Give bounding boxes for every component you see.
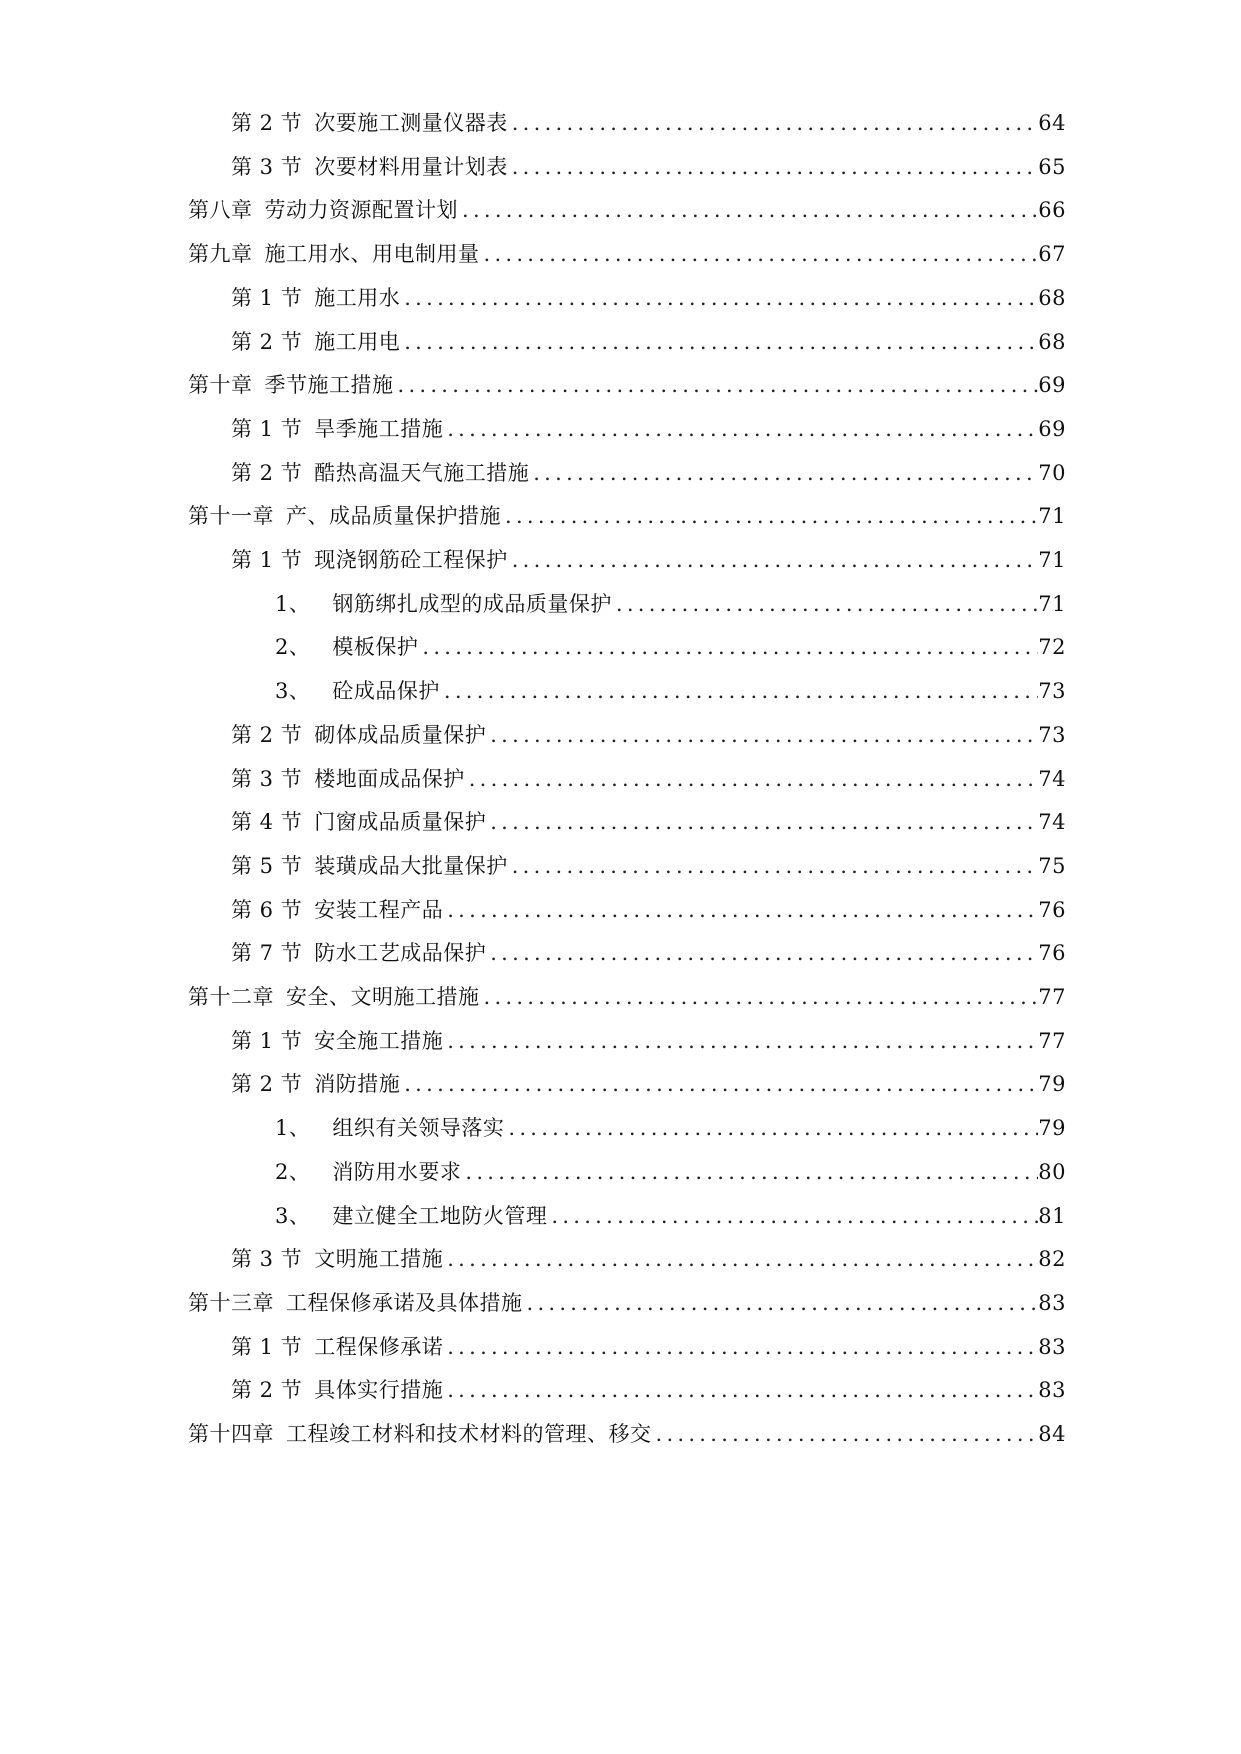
toc-dot-leader bbox=[523, 1291, 1039, 1315]
toc-page-number: 71 bbox=[1038, 504, 1066, 528]
toc-dot-leader bbox=[458, 198, 1038, 222]
toc-page-number: 70 bbox=[1038, 461, 1066, 485]
toc-section-entry[interactable] bbox=[231, 757, 1066, 791]
toc-entry-text bbox=[275, 1160, 461, 1184]
toc-dot-leader bbox=[501, 504, 1038, 528]
toc-dot-leader bbox=[504, 1116, 1038, 1140]
toc-entry-text bbox=[275, 1116, 504, 1140]
toc-entry-text bbox=[231, 286, 400, 310]
toc-section-entry[interactable] bbox=[231, 800, 1066, 834]
toc-subsection-entry[interactable] bbox=[275, 1194, 1066, 1228]
toc-entry-text bbox=[188, 985, 480, 1009]
toc-entry-text bbox=[188, 198, 458, 222]
toc-entry-number: 第九章 bbox=[188, 242, 253, 266]
toc-entry-title: 消防用水要求 bbox=[332, 1160, 462, 1184]
toc-section-entry[interactable] bbox=[231, 1325, 1066, 1359]
toc-entry-title: 文明施工措施 bbox=[314, 1247, 444, 1271]
toc-dot-leader bbox=[394, 373, 1039, 397]
toc-dot-leader bbox=[443, 898, 1038, 922]
toc-entry-number: 第 1 节 bbox=[231, 417, 303, 441]
toc-section-entry[interactable] bbox=[231, 320, 1066, 354]
toc-entry-text bbox=[231, 767, 465, 791]
toc-page-number: 75 bbox=[1038, 854, 1066, 878]
toc-dot-leader bbox=[400, 286, 1038, 310]
toc-entry-text bbox=[188, 242, 480, 266]
toc-page-number: 76 bbox=[1038, 941, 1066, 965]
toc-page-number: 64 bbox=[1038, 111, 1066, 135]
toc-subsection-entry[interactable] bbox=[275, 582, 1066, 616]
toc-entry-number: 第 3 节 bbox=[231, 155, 303, 179]
toc-entry-text bbox=[188, 373, 394, 397]
toc-entry-title: 防水工艺成品保护 bbox=[314, 941, 487, 965]
toc-page-number: 83 bbox=[1038, 1335, 1066, 1359]
toc-dot-leader bbox=[400, 330, 1038, 354]
toc-dot-leader bbox=[508, 111, 1038, 135]
toc-section-entry[interactable] bbox=[231, 888, 1066, 922]
toc-entry-title: 具体实行措施 bbox=[314, 1378, 444, 1402]
toc-entry-text bbox=[231, 111, 508, 135]
toc-dot-leader bbox=[465, 767, 1038, 791]
toc-subsection-entry[interactable] bbox=[275, 1150, 1066, 1184]
toc-entry-number: 第 1 节 bbox=[231, 1335, 303, 1359]
toc-chapter-entry[interactable] bbox=[188, 188, 1066, 222]
toc-entry-number: 第 5 节 bbox=[231, 854, 303, 878]
toc-entry-title: 次要材料用量计划表 bbox=[314, 155, 508, 179]
toc-dot-leader bbox=[440, 679, 1038, 703]
toc-section-entry[interactable] bbox=[231, 538, 1066, 572]
toc-entry-title: 产、成品质量保护措施 bbox=[286, 504, 501, 528]
toc-entry-title: 砼成品保护 bbox=[332, 679, 440, 703]
toc-entry-text bbox=[231, 723, 486, 747]
toc-page-number: 67 bbox=[1038, 242, 1066, 266]
toc-page-number: 73 bbox=[1038, 723, 1066, 747]
toc-entry-number: 第 1 节 bbox=[231, 548, 303, 572]
toc-chapter-entry[interactable] bbox=[188, 363, 1066, 397]
toc-entry-number: 第十章 bbox=[188, 373, 253, 397]
toc-entry-text bbox=[275, 679, 440, 703]
toc-entry-number: 2、 bbox=[275, 1160, 311, 1184]
toc-entry-title: 工程竣工材料和技术材料的管理、移交 bbox=[286, 1422, 652, 1446]
toc-entry-title: 季节施工措施 bbox=[264, 373, 394, 397]
toc-entry-number: 第 2 节 bbox=[231, 330, 303, 354]
toc-page-number: 73 bbox=[1038, 679, 1066, 703]
toc-section-entry[interactable] bbox=[231, 451, 1066, 485]
toc-entry-text bbox=[231, 330, 400, 354]
toc-dot-leader bbox=[486, 723, 1038, 747]
toc-entry-title: 模板保护 bbox=[332, 635, 419, 659]
toc-entry-number: 第 2 节 bbox=[231, 461, 303, 485]
toc-dot-leader bbox=[508, 548, 1038, 572]
toc-page-number: 76 bbox=[1038, 898, 1066, 922]
toc-page-number: 68 bbox=[1038, 330, 1066, 354]
toc-entry-text bbox=[231, 155, 508, 179]
toc-dot-leader bbox=[547, 1204, 1038, 1228]
toc-entry-number: 第八章 bbox=[188, 198, 253, 222]
toc-entry-text bbox=[275, 592, 612, 616]
toc-entry-number: 第 2 节 bbox=[231, 1378, 303, 1402]
toc-subsection-entry[interactable] bbox=[275, 1106, 1066, 1140]
toc-page-number: 71 bbox=[1038, 548, 1066, 572]
toc-page-number: 79 bbox=[1038, 1116, 1066, 1140]
toc-entry-number: 3、 bbox=[275, 1204, 311, 1228]
toc-section-entry[interactable] bbox=[231, 844, 1066, 878]
toc-section-entry[interactable] bbox=[231, 276, 1066, 310]
toc-chapter-entry[interactable] bbox=[188, 975, 1066, 1009]
toc-entry-number: 第十三章 bbox=[188, 1291, 274, 1315]
toc-entry-text bbox=[231, 854, 508, 878]
toc-entry-number: 第 3 节 bbox=[231, 1247, 303, 1271]
toc-dot-leader bbox=[529, 461, 1038, 485]
toc-entry-title: 旱季施工措施 bbox=[314, 417, 444, 441]
toc-section-entry[interactable] bbox=[231, 931, 1066, 965]
toc-entry-number: 第 6 节 bbox=[231, 898, 303, 922]
toc-dot-leader bbox=[443, 1378, 1038, 1402]
toc-dot-leader bbox=[486, 810, 1038, 834]
toc-entry-title: 装璜成品大批量保护 bbox=[314, 854, 508, 878]
toc-entry-title: 劳动力资源配置计划 bbox=[264, 198, 458, 222]
toc-page-number: 69 bbox=[1038, 417, 1066, 441]
toc-dot-leader bbox=[508, 854, 1038, 878]
toc-entry-text bbox=[231, 1072, 400, 1096]
toc-entry-text bbox=[231, 548, 508, 572]
toc-dot-leader bbox=[612, 592, 1038, 616]
toc-page-number: 72 bbox=[1038, 635, 1066, 659]
toc-page-number: 79 bbox=[1038, 1072, 1066, 1096]
toc-entry-text bbox=[188, 1291, 523, 1315]
toc-entry-text bbox=[231, 810, 486, 834]
toc-entry-number: 2、 bbox=[275, 635, 311, 659]
toc-subsection-entry[interactable] bbox=[275, 625, 1066, 659]
toc-entry-title: 施工用电 bbox=[314, 330, 401, 354]
toc-entry-number: 第 3 节 bbox=[231, 767, 303, 791]
toc-chapter-entry[interactable] bbox=[188, 1281, 1066, 1315]
toc-entry-text bbox=[275, 635, 418, 659]
toc-entry-title: 施工用水 bbox=[314, 286, 401, 310]
toc-entry-title: 工程保修承诺及具体措施 bbox=[286, 1291, 523, 1315]
toc-page-number: 84 bbox=[1038, 1422, 1066, 1446]
toc-entry-title: 门窗成品质量保护 bbox=[314, 810, 487, 834]
toc-page-number: 71 bbox=[1038, 592, 1066, 616]
toc-section-entry[interactable] bbox=[231, 407, 1066, 441]
toc-entry-number: 第 2 节 bbox=[231, 723, 303, 747]
toc-entry-title: 砌体成品质量保护 bbox=[314, 723, 487, 747]
toc-dot-leader bbox=[486, 941, 1038, 965]
toc-entry-text bbox=[231, 1335, 443, 1359]
toc-page-number: 66 bbox=[1038, 198, 1066, 222]
toc-dot-leader bbox=[443, 1247, 1038, 1271]
toc-entry-title: 工程保修承诺 bbox=[314, 1335, 444, 1359]
toc-entry-title: 施工用水、用电制用量 bbox=[264, 242, 480, 266]
toc-entry-text bbox=[188, 1422, 652, 1446]
toc-entry-number: 1、 bbox=[275, 1116, 311, 1140]
toc-entry-title: 安全、文明施工措施 bbox=[286, 985, 480, 1009]
toc-chapter-entry[interactable] bbox=[188, 232, 1066, 266]
toc-dot-leader bbox=[443, 1029, 1038, 1053]
toc-entry-text bbox=[231, 1029, 443, 1053]
toc-dot-leader bbox=[443, 417, 1038, 441]
toc-entry-text bbox=[231, 417, 443, 441]
toc-section-entry[interactable] bbox=[231, 1237, 1066, 1271]
toc-section-entry[interactable] bbox=[231, 1368, 1066, 1402]
toc-section-entry[interactable] bbox=[231, 145, 1066, 179]
toc-entry-text bbox=[231, 1378, 443, 1402]
toc-dot-leader bbox=[418, 635, 1038, 659]
toc-entry-number: 第 1 节 bbox=[231, 286, 303, 310]
toc-entry-title: 酷热高温天气施工措施 bbox=[314, 461, 530, 485]
toc-entry-text bbox=[188, 504, 501, 528]
toc-subsection-entry[interactable] bbox=[275, 669, 1066, 703]
toc-page-number: 83 bbox=[1038, 1378, 1066, 1402]
toc-page-number: 69 bbox=[1038, 373, 1066, 397]
toc-entry-number: 第 1 节 bbox=[231, 1029, 303, 1053]
toc-dot-leader bbox=[480, 985, 1039, 1009]
toc-entry-title: 安全施工措施 bbox=[314, 1029, 444, 1053]
toc-dot-leader bbox=[461, 1160, 1038, 1184]
toc-entry-text bbox=[231, 1247, 443, 1271]
toc-dot-leader bbox=[400, 1072, 1038, 1096]
toc-entry-text bbox=[275, 1204, 547, 1228]
toc-entry-title: 建立健全工地防火管理 bbox=[332, 1204, 548, 1228]
toc-section-entry[interactable] bbox=[231, 1019, 1066, 1053]
toc-entry-number: 第十四章 bbox=[188, 1422, 274, 1446]
toc-entry-number: 3、 bbox=[275, 679, 311, 703]
toc-page-number: 74 bbox=[1038, 767, 1066, 791]
toc-entry-title: 楼地面成品保护 bbox=[314, 767, 465, 791]
toc-entry-number: 1、 bbox=[275, 592, 311, 616]
toc-section-entry[interactable] bbox=[231, 1062, 1066, 1096]
toc-page-number: 77 bbox=[1038, 1029, 1066, 1053]
toc-entry-number: 第 2 节 bbox=[231, 111, 303, 135]
toc-entry-number: 第 4 节 bbox=[231, 810, 303, 834]
toc-entry-title: 安装工程产品 bbox=[314, 898, 444, 922]
toc-entry-text bbox=[231, 461, 529, 485]
toc-entry-text bbox=[231, 941, 486, 965]
toc-dot-leader bbox=[443, 1335, 1038, 1359]
toc-chapter-entry[interactable] bbox=[188, 494, 1066, 528]
toc-dot-leader bbox=[652, 1422, 1039, 1446]
toc-chapter-entry[interactable] bbox=[188, 1412, 1066, 1446]
toc-page-number: 74 bbox=[1038, 810, 1066, 834]
toc-page-number: 65 bbox=[1038, 155, 1066, 179]
toc-section-entry[interactable] bbox=[231, 713, 1066, 747]
toc-page-number: 77 bbox=[1038, 985, 1066, 1009]
toc-dot-leader bbox=[480, 242, 1039, 266]
toc-entry-title: 次要施工测量仪器表 bbox=[314, 111, 508, 135]
toc-entry-number: 第 7 节 bbox=[231, 941, 303, 965]
toc-page-number: 80 bbox=[1038, 1160, 1066, 1184]
toc-entry-title: 组织有关领导落实 bbox=[332, 1116, 505, 1140]
toc-page-number: 83 bbox=[1038, 1291, 1066, 1315]
toc-section-entry[interactable] bbox=[231, 101, 1066, 135]
toc-entry-title: 消防措施 bbox=[314, 1072, 401, 1096]
toc-entry-number: 第 2 节 bbox=[231, 1072, 303, 1096]
toc-page-number: 82 bbox=[1038, 1247, 1066, 1271]
toc-entry-title: 钢筋绑扎成型的成品质量保护 bbox=[332, 592, 612, 616]
toc-entry-number: 第十二章 bbox=[188, 985, 274, 1009]
toc-dot-leader bbox=[508, 155, 1038, 179]
toc-page-number: 68 bbox=[1038, 286, 1066, 310]
toc-entry-title: 现浇钢筋砼工程保护 bbox=[314, 548, 508, 572]
toc-entry-text bbox=[231, 898, 443, 922]
toc-entry-number: 第十一章 bbox=[188, 504, 274, 528]
toc-page-number: 81 bbox=[1038, 1204, 1066, 1228]
